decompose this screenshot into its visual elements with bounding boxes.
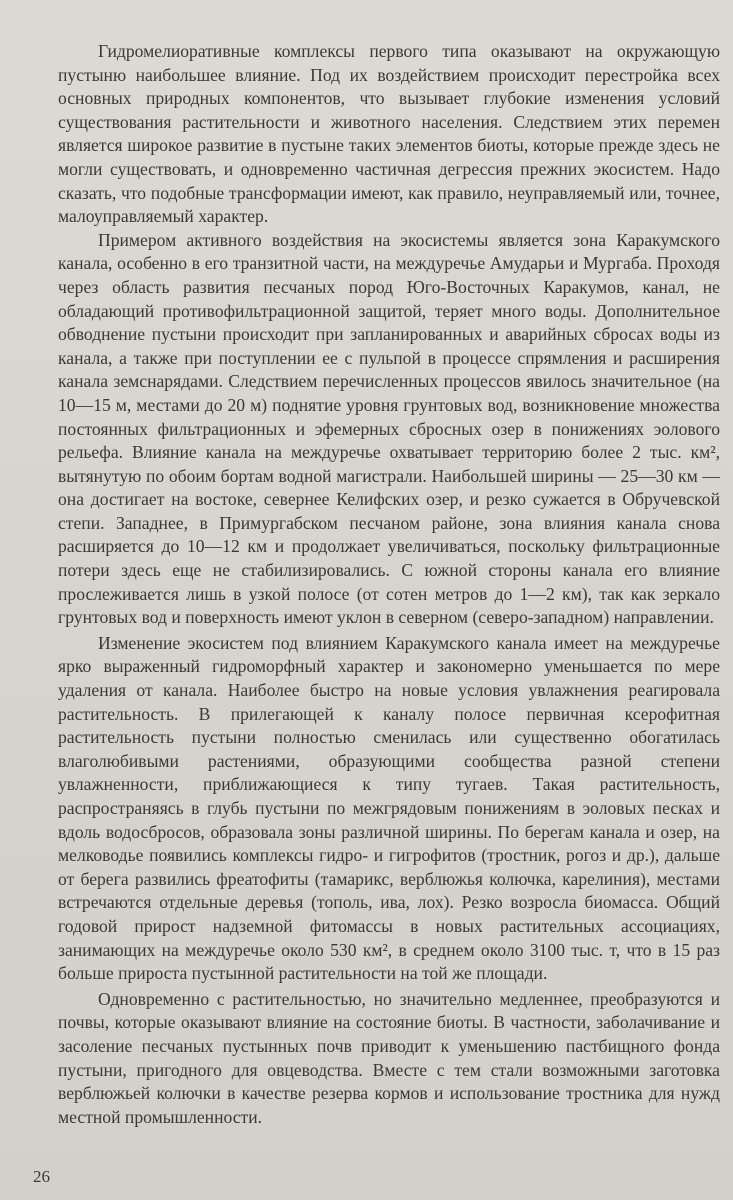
- paragraph: Одновременно с растительностью, но значительно медленнее, преобразуются и почвы, которые оказывают влияние на состояние биоты. В частности, заболачивание и засоление песчаных пустынных почв приводит к уменьшению пастбищного фонда пустыни, пригодного для овцеводства. Вместе с тем стали возможными заготовка верблюжьей колючки в качестве резерва кормов и использование тростника для нужд местной промышленности.: [58, 988, 720, 1127]
- paragraph: Примером активного воздействия на экосистемы является зона Каракумского канала, особенно в его транзитной части, на междуречье Амударьи и Мургаба. Проходя через область развития песчаных пород Юго-Восточных Каракумов, канал, не обладающий противофильтрационной защитой, теряет много воды. Дополнительное обводнение пустыни происходит при запланированных и аварийных сбросах воды из канала, а также при поступлении ее с пульпой в процессе спрямления и расширения канала земснарядами. Следствием перечисленных процессов явилось значительное (на 10—15 м, местами до 20 м) поднятие уровня грунтовых вод, возникновение множества постоянных фильтрационных и эфемерных сбросных озер в понижениях эолового рельефа. Влияние канала на междуречье охватывает территорию более 2 тыс. км², вытянутую по обоим бортам водной магистрали. Наибольшей ширины — 25—30 км — она достигает на востоке, севернее Келифских озер, и резко сужается в Обручевской степи. Западнее, в Примургабском песчаном районе, зона влияния канала снова расширяется до 10—12 км и продолжает увеличиваться, поскольку фильтрационные потери здесь еще не стабилизировались. С южной стороны канала его влияние прослеживается лишь в узкой полосе (от сотен метров до 1—2 км), так как зеркало грунтовых вод и поверхность имеют уклон в северном (северо-западном) направлении.: [58, 229, 720, 628]
- page-number: 26: [33, 1167, 50, 1186]
- body-text: [58, 40, 720, 1129]
- paragraph: Изменение экосистем под влиянием Каракумского канала имеет на междуречье ярко выраженный гидроморфный характер и закономерно уменьшается по мере удаления от канала. Наиболее быстро на новые условия увлажнения реагировала растительность. В прилегающей к каналу полосе первичная ксерофитная растительность пустыни полностью сменилась или существенно обогатилась влаголюбивыми растениями, образующими сообщества разной степени увлажненности, приближающиеся к типу тугаев. Такая растительность, распространяясь в глубь пустыни по межгрядовым понижениям в эоловых песках и вдоль водосбросов, образовала зоны различной ширины. По берегам канала и озер, на мелководье появились комплексы гидро- и гигрофитов (тростник, рогоз и др.), дальше от берега развились фреатофиты (тамарикс, верблюжья колючка, карелиния), местами встречаются отдельные деревья (тополь, ива, лох). Резко возросла биомасса. Общий годовой прирост надземной фитомассы в новых растительных ассоциациях, занимающих на междуречье около 530 км², в среднем около 3100 тыс. т, что в 15 раз больше прироста пустынной растительности на той же площади.: [58, 632, 720, 984]
- paragraph: Гидромелиоративные комплексы первого типа оказывают на окружающую пустыню наибольшее влияние. Под их воздействием происходит перестройка всех основных природных компонентов, что вызывает глубокие изменения условий существования растительности и животного населения. Следствием этих перемен является широкое развитие в пустыне таких элементов биоты, которые прежде здесь не могли существовать, и одновременно частичная дегрессия прежних экосистем. Надо сказать, что подобные трансформации имеют, как правило, неуправляемый или, точнее, малоуправляемый характер.: [58, 41, 720, 227]
